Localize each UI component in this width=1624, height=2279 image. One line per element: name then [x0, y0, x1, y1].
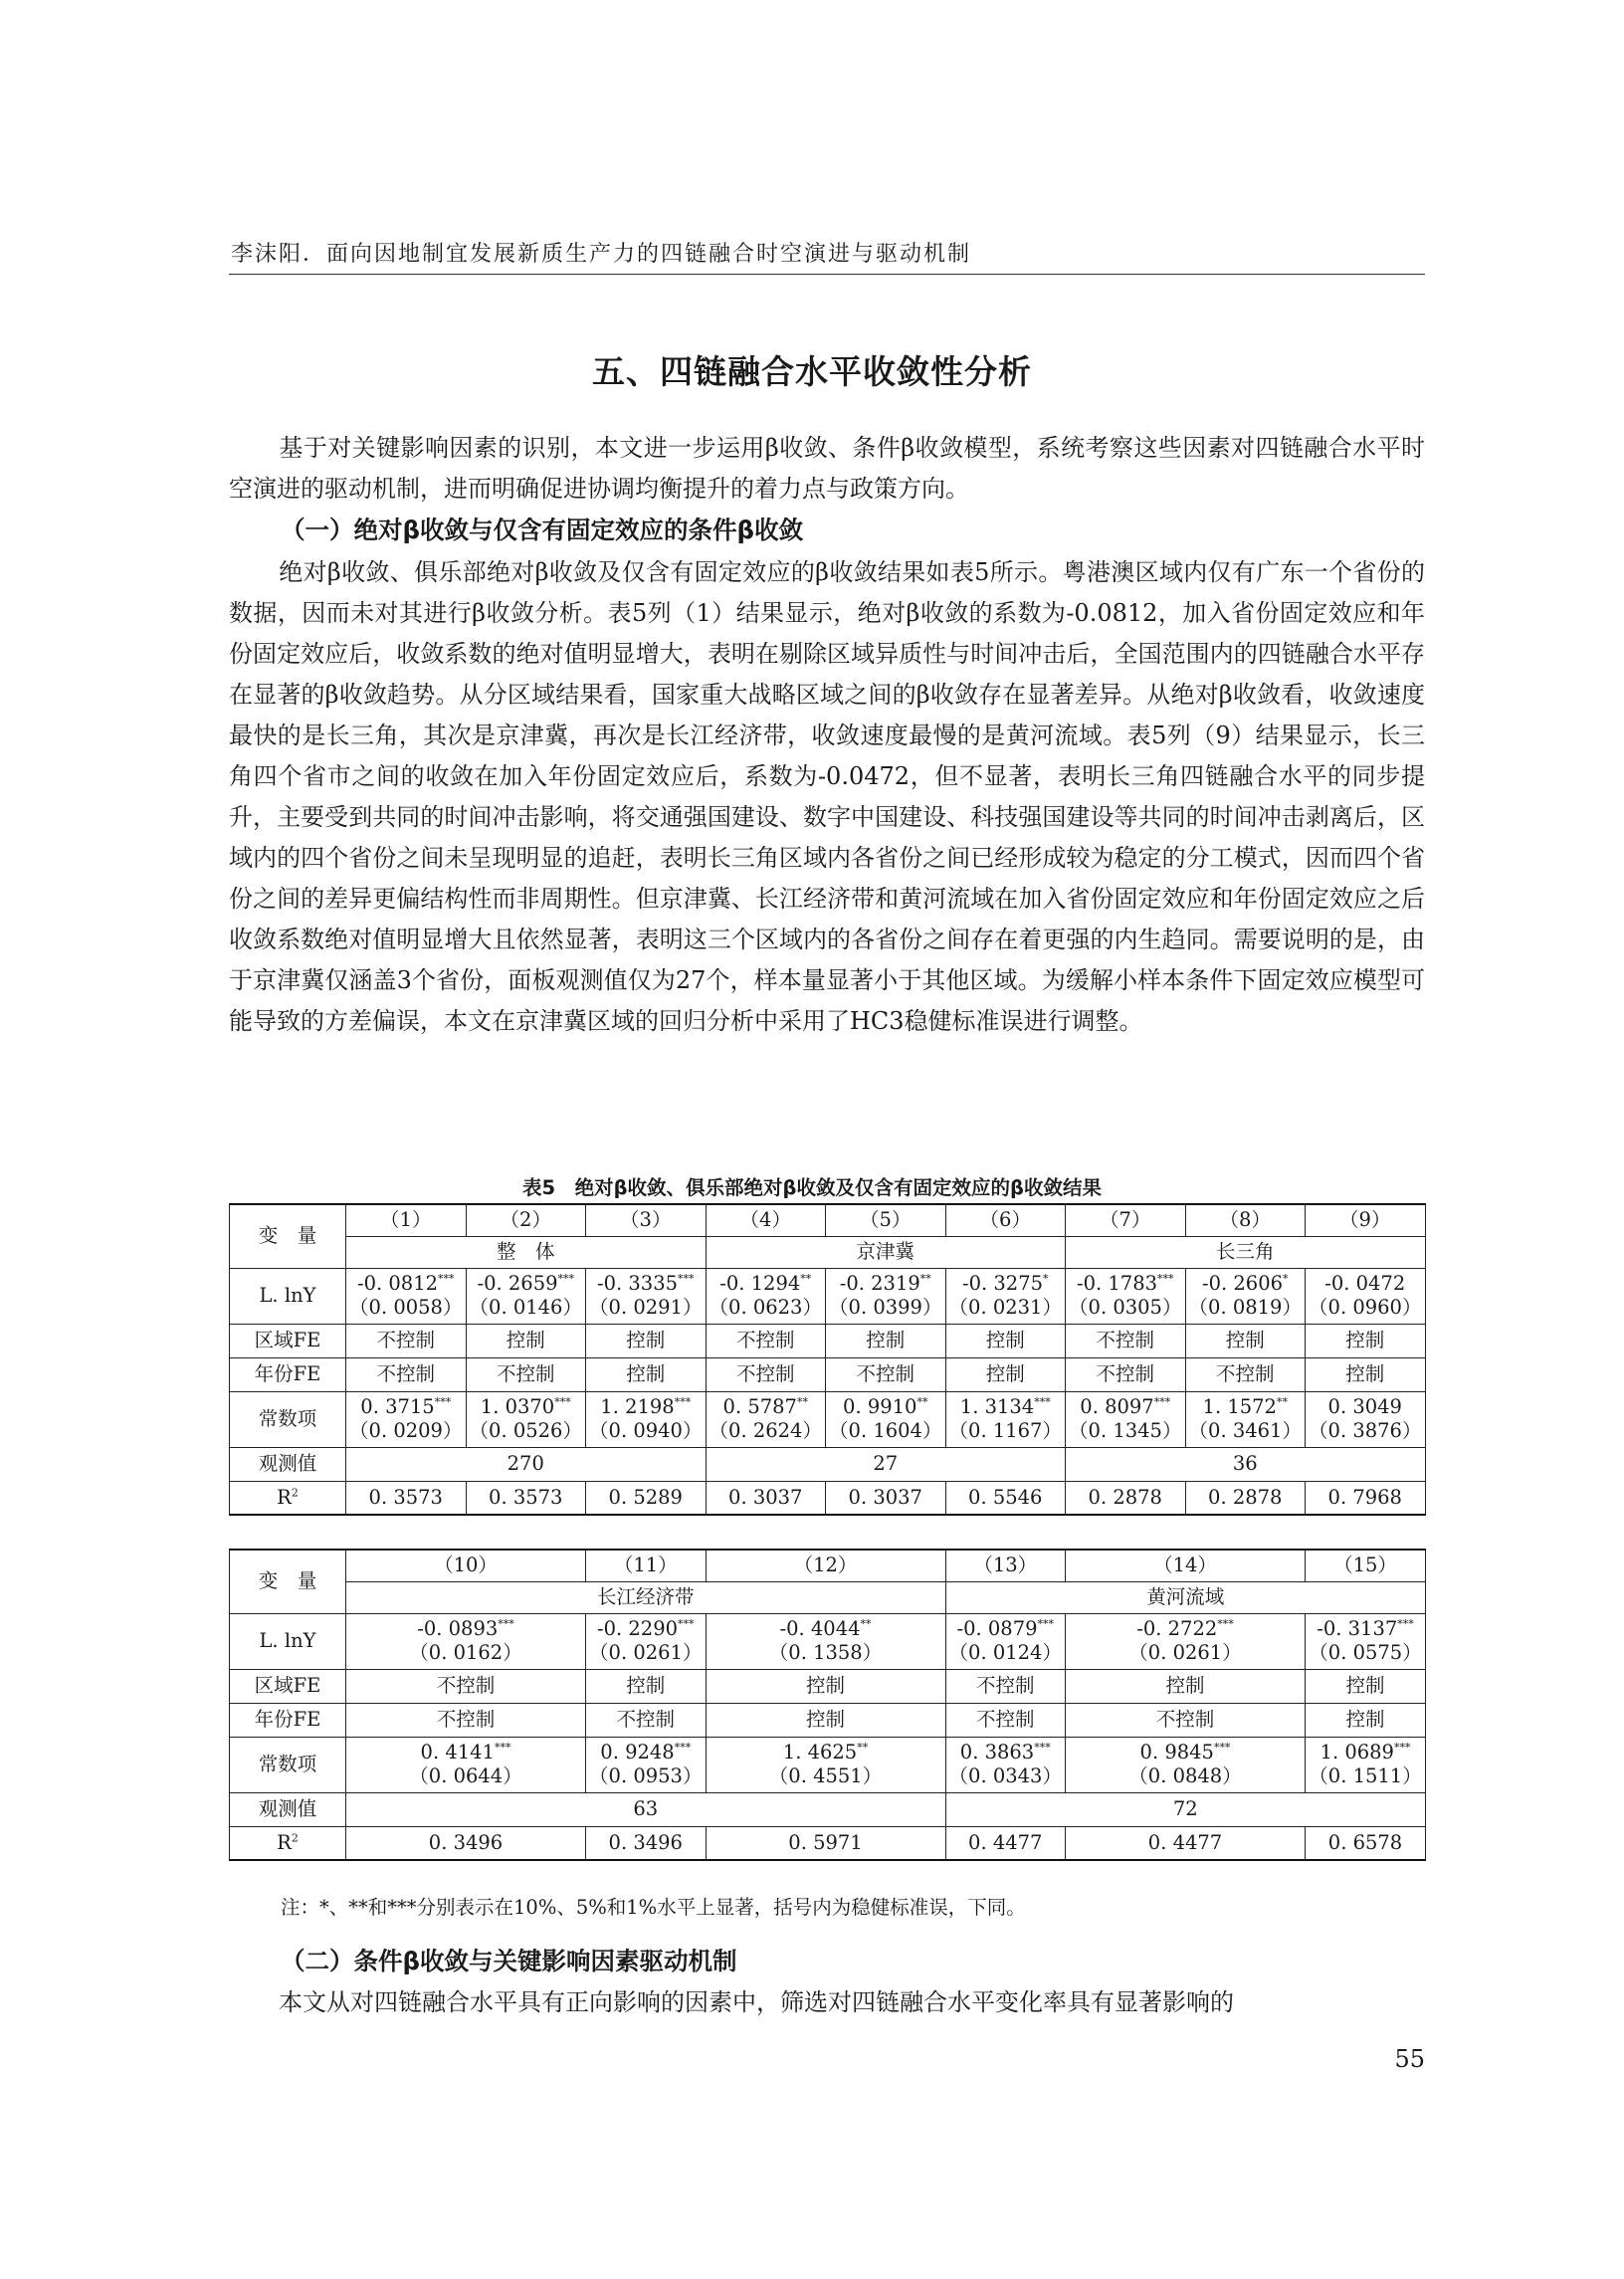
table-cell: 不控制: [706, 1324, 826, 1357]
table-cell: 不控制: [586, 1703, 707, 1737]
group-header: 整 体: [346, 1236, 707, 1268]
coef: -0. 2290: [596, 1617, 679, 1640]
std-error: （0. 0526）: [469, 1419, 582, 1442]
table-row: [230, 1792, 1426, 1826]
table-row: [230, 1613, 1426, 1669]
sig-stars: **: [857, 1741, 869, 1755]
group-header: 京津冀: [706, 1236, 1066, 1268]
coef: -0. 0893: [417, 1617, 499, 1640]
header-rule: [229, 274, 1425, 275]
std-error: （0. 2624）: [709, 1419, 822, 1442]
table-row: [230, 1669, 1426, 1703]
table-cell: [346, 1391, 467, 1447]
table-cell: 控制: [1306, 1669, 1426, 1703]
table-row: [230, 1357, 1426, 1391]
row-label: 观测值: [230, 1792, 346, 1826]
std-error: （0. 0162）: [409, 1641, 522, 1664]
table-cell: 0. 2878: [1066, 1481, 1186, 1515]
std-error: （0. 0261）: [589, 1641, 703, 1664]
sig-stars: **: [860, 1617, 872, 1631]
table-cell: [346, 1268, 467, 1324]
std-error: （0. 0343）: [948, 1764, 1062, 1787]
table-row: [230, 1204, 1426, 1236]
sig-stars: ***: [674, 1395, 692, 1409]
sig-stars: ***: [1397, 1617, 1414, 1631]
row-label: [230, 1826, 346, 1860]
col-header: （7）: [1066, 1204, 1186, 1236]
row-label: [230, 1481, 346, 1515]
section-title: 五、四链融合水平收敛性分析: [592, 352, 1032, 391]
table-cell: [586, 1613, 707, 1669]
table-cell: 控制: [1306, 1703, 1426, 1737]
subsection-heading-1: （一）绝对β收敛与仅含有固定效应的条件β收敛: [281, 516, 804, 544]
std-error: （0. 4551）: [768, 1764, 883, 1787]
table-cell: 控制: [586, 1357, 707, 1391]
row-label: 年份FE: [230, 1357, 346, 1391]
results-table-part1: [229, 1203, 1426, 1516]
sig-stars: ***: [1037, 1617, 1055, 1631]
coef: 0. 4141: [420, 1741, 495, 1763]
paragraph-intro: [229, 428, 1425, 510]
std-error: （0. 0819）: [1188, 1296, 1302, 1319]
table-cell: 不控制: [945, 1703, 1066, 1737]
paragraph-conditional-text: 本文从对四链融合水平具有正向影响的因素中，筛选对四链融合水平变化率具有显著影响的: [279, 1988, 1234, 2016]
coef: -0. 1294: [719, 1272, 801, 1295]
page-number: 55: [1394, 2045, 1425, 2073]
sig-stars: **: [916, 1395, 928, 1409]
table-row: [230, 1737, 1426, 1792]
std-error: （0. 1358）: [768, 1641, 883, 1664]
coef: 0. 9248: [600, 1741, 675, 1763]
std-error: （0. 0960）: [1309, 1296, 1422, 1319]
table-row: [230, 1268, 1426, 1324]
sig-stars: ***: [557, 1272, 575, 1286]
group-header: 长三角: [1066, 1236, 1426, 1268]
std-error: （0. 3461）: [1188, 1419, 1302, 1442]
table-caption: 表5 绝对β收敛、俱乐部绝对β收敛及仅含有固定效应的β收敛结果: [522, 1176, 1102, 1199]
table-cell: [586, 1737, 707, 1792]
table-cell: 0. 3496: [346, 1826, 586, 1860]
table-cell: 0. 3573: [466, 1481, 586, 1515]
sig-stars: **: [800, 1272, 812, 1286]
coef: -0. 2722: [1136, 1617, 1218, 1640]
table-cell: 不控制: [346, 1669, 586, 1703]
table-row: [230, 1826, 1426, 1860]
table-cell: [945, 1391, 1066, 1447]
coef: 1. 4625: [782, 1741, 858, 1763]
table-cell: 36: [1066, 1447, 1426, 1481]
row-label: 观测值: [230, 1447, 346, 1481]
table-cell: [945, 1268, 1066, 1324]
std-error: （0. 0848）: [1128, 1764, 1242, 1787]
coef: 0. 5787: [722, 1395, 797, 1418]
table-cell: 不控制: [1066, 1703, 1306, 1737]
row-label: 常数项: [230, 1737, 346, 1792]
coef: 1. 2198: [600, 1395, 675, 1418]
coef: -0. 2319: [839, 1272, 920, 1295]
table-cell: 不控制: [346, 1357, 467, 1391]
std-error: （0. 1345）: [1069, 1419, 1182, 1442]
table-cell: [945, 1613, 1066, 1669]
r2-label: R: [277, 1485, 292, 1509]
table-cell: 0. 5546: [945, 1481, 1066, 1515]
table-cell: 控制: [586, 1669, 707, 1703]
table-cell: 72: [945, 1792, 1426, 1826]
table-cell: 不控制: [1185, 1357, 1306, 1391]
table-row: [230, 1581, 1426, 1613]
std-error: （0. 0058）: [349, 1296, 463, 1319]
table-cell: [706, 1268, 826, 1324]
coef: -0. 1783: [1076, 1272, 1158, 1295]
std-error: （0. 1167）: [948, 1419, 1062, 1442]
row-label: 年份FE: [230, 1703, 346, 1737]
table-cell: [346, 1737, 586, 1792]
table-cell: [1066, 1268, 1186, 1324]
table-cell: 控制: [1185, 1324, 1306, 1357]
sig-stars: ***: [1157, 1272, 1174, 1286]
col-header: （2）: [466, 1204, 586, 1236]
group-header: 长江经济带: [346, 1581, 946, 1613]
table-cell: 0. 3496: [586, 1826, 707, 1860]
row-label: 常数项: [230, 1391, 346, 1447]
table-cell: 控制: [706, 1669, 945, 1703]
sig-stars: **: [1276, 1395, 1288, 1409]
table-cell: 0. 6578: [1306, 1826, 1426, 1860]
table-cell: [945, 1737, 1066, 1792]
sig-stars: *: [1043, 1272, 1049, 1286]
sig-stars: ***: [498, 1617, 514, 1631]
group-header: 黄河流域: [945, 1581, 1426, 1613]
sig-stars: ***: [1034, 1395, 1051, 1409]
table-cell: 0. 4477: [945, 1826, 1066, 1860]
std-error: （0. 0291）: [589, 1296, 703, 1319]
std-error: （0. 1511）: [1309, 1764, 1422, 1787]
col-header: （11）: [586, 1550, 707, 1581]
sig-stars: ***: [1153, 1395, 1171, 1409]
table-cell: [1306, 1737, 1426, 1792]
paragraph-intro-text: 基于对关键影响因素的识别，本文进一步运用β收敛、条件β收敛模型，系统考察这些因素对四链融合水平时空演进的驱动机制，进而明确促进协调均衡提升的着力点与政策方向。: [229, 434, 1425, 503]
table-cell: 控制: [945, 1324, 1066, 1357]
sig-stars: ***: [494, 1741, 511, 1755]
table-cell: 0. 5289: [586, 1481, 707, 1515]
coef: 0. 3863: [959, 1741, 1035, 1763]
table-cell: 不控制: [1066, 1324, 1186, 1357]
std-error: （0. 0623）: [709, 1296, 822, 1319]
table-cell: 0. 3037: [706, 1481, 826, 1515]
std-error: （0. 0231）: [948, 1296, 1062, 1319]
r2-superscript: 2: [291, 1486, 299, 1500]
table-cell: 控制: [1306, 1324, 1426, 1357]
table-cell: 控制: [1306, 1357, 1426, 1391]
table-cell: 0. 3037: [826, 1481, 946, 1515]
coef: -0. 2606: [1201, 1272, 1284, 1295]
table-note: 注：*、**和***分别表示在10%、5%和1%水平上显著，括号内为稳健标准误，下同。: [281, 1896, 1026, 1919]
table-row: [230, 1236, 1426, 1268]
table-cell: [706, 1737, 945, 1792]
r2-superscript: 2: [291, 1831, 299, 1845]
table-cell: [826, 1268, 946, 1324]
coef: -0. 3137: [1317, 1617, 1398, 1640]
sig-stars: ***: [1217, 1617, 1234, 1631]
table-cell: [586, 1391, 707, 1447]
std-error: （0. 3876）: [1309, 1419, 1422, 1442]
table-cell: 不控制: [945, 1669, 1066, 1703]
subsection-heading-2: （二）条件β收敛与关键影响因素驱动机制: [281, 1947, 737, 1975]
table-cell: 控制: [706, 1703, 945, 1737]
sig-stars: ***: [554, 1395, 571, 1409]
r2-label: R: [277, 1830, 292, 1854]
paragraph-results: [229, 552, 1425, 1042]
col-header: （4）: [706, 1204, 826, 1236]
col-header: （10）: [346, 1550, 586, 1581]
var-header: 变 量: [230, 1550, 346, 1613]
table-cell: [1185, 1268, 1306, 1324]
table-cell: 不控制: [706, 1357, 826, 1391]
coef: -0. 3275: [961, 1272, 1044, 1295]
table-cell: 0. 4477: [1066, 1826, 1306, 1860]
table-cell: [706, 1391, 826, 1447]
sig-stars: **: [796, 1395, 808, 1409]
table-cell: 不控制: [346, 1324, 467, 1357]
std-error: （0. 0940）: [589, 1419, 703, 1442]
table-cell: 27: [706, 1447, 1066, 1481]
row-label: 区域FE: [230, 1669, 346, 1703]
sig-stars: ***: [678, 1617, 695, 1631]
table-cell: [1306, 1268, 1426, 1324]
std-error: （0. 0261）: [1128, 1641, 1242, 1664]
table-cell: [1306, 1613, 1426, 1669]
table-cell: [346, 1613, 586, 1669]
col-header: （6）: [945, 1204, 1066, 1236]
table-cell: 控制: [586, 1324, 707, 1357]
table-cell: 不控制: [346, 1703, 586, 1737]
row-label: L. lnY: [230, 1268, 346, 1324]
table-cell: [466, 1268, 586, 1324]
table-cell: 0. 5971: [706, 1826, 945, 1860]
table-cell: 控制: [1066, 1669, 1306, 1703]
sig-stars: ***: [438, 1272, 455, 1286]
paragraph-results-text: 绝对β收敛、俱乐部绝对β收敛及仅含有固定效应的β收敛结果如表5所示。粤港澳区域内仅有广东一个省份的数据，因而未对其进行β收敛分析。表5列（1）结果显示，绝对β收敛的系数为-0.0812，加入省份固定效应和年份固定效应后，收敛系数的绝对值明显增大，表明在剔除区域异质性与时间冲击后，全国范围内的四链融合水平存在显著的β收敛趋势。从分区域结果看，国家重大战略区域之间的β收敛存在显著差异。从绝对β收敛看，收敛速度最快的是长三角，其次是京津冀，再次是长江经济带，收敛速度最慢的是黄河流域。表5列（9）结果显示，长三角四个省市之间的收敛在加入年份固定效应后，系数为-0.0472，但不显著，表明长三角四链融合水平的同步提升，主要受到共同的时间冲击影响，将交通强国建设、数字中国建设、科技强国建设等共同的时间冲击剥离后，区域内的四个省份之间未呈现明显的追赶，表明长三角区域内各省份之间已经形成较为稳定的分工模式，因而四个省份之间的差异更偏结构性而非周期性。但京津冀、长江经济带和黄河流域在加入省份固定效应和年份固定效应之后收敛系数绝对值明显增大且依然显著，表明这三个区域内的各省份之间存在着更强的内生趋同。需要说明的是，由于京津冀仅涵盖3个省份，面板观测值仅为27个，样本量显著小于其他区域。为缓解小样本条件下固定效应模型可能导致的方差偏误，本文在京津冀区域的回归分析中采用了HC3稳健标准误进行调整。: [229, 558, 1425, 1035]
col-header: （1）: [346, 1204, 467, 1236]
table-cell: 控制: [466, 1324, 586, 1357]
std-error: （0. 0399）: [829, 1296, 942, 1319]
col-header: （9）: [1306, 1204, 1426, 1236]
table-cell: [826, 1391, 946, 1447]
sig-stars: ***: [1213, 1741, 1231, 1755]
coef: 1. 3134: [959, 1395, 1035, 1418]
coef: 0. 9910: [843, 1395, 917, 1418]
sig-stars: ***: [434, 1395, 452, 1409]
sig-stars: ***: [1393, 1741, 1411, 1755]
table-cell: 270: [346, 1447, 707, 1481]
coef: 0. 3049: [1327, 1395, 1402, 1418]
std-error: （0. 0575）: [1309, 1641, 1422, 1664]
table-cell: 控制: [945, 1357, 1066, 1391]
col-header: （8）: [1185, 1204, 1306, 1236]
table-cell: 不控制: [826, 1357, 946, 1391]
std-error: （0. 0209）: [349, 1419, 463, 1442]
sig-stars: ***: [678, 1272, 695, 1286]
table-row: [230, 1550, 1426, 1581]
coef: -0. 0812: [356, 1272, 439, 1295]
coef: 1. 0370: [480, 1395, 555, 1418]
row-label: L. lnY: [230, 1613, 346, 1669]
table-cell: 63: [346, 1792, 946, 1826]
row-label: 区域FE: [230, 1324, 346, 1357]
table-cell: 控制: [826, 1324, 946, 1357]
table-cell: [706, 1613, 945, 1669]
table-cell: [1066, 1391, 1186, 1447]
std-error: （0. 0124）: [948, 1641, 1062, 1664]
sig-stars: ***: [1034, 1741, 1051, 1755]
table-cell: [586, 1268, 707, 1324]
running-header: 李沫阳．面向因地制宜发展新质生产力的四链融合时空演进与驱动机制: [231, 242, 972, 267]
col-header: （13）: [945, 1550, 1066, 1581]
sig-stars: *: [1283, 1272, 1289, 1286]
results-table-part2: [229, 1549, 1426, 1861]
table-cell: 不控制: [1066, 1357, 1186, 1391]
coef: -0. 0879: [956, 1617, 1038, 1640]
coef: -0. 0472: [1324, 1272, 1406, 1295]
coef: -0. 2659: [477, 1272, 558, 1295]
table-row: [230, 1324, 1426, 1357]
coef: 0. 3715: [360, 1395, 435, 1418]
table-cell: 0. 3573: [346, 1481, 467, 1515]
table-row: [230, 1447, 1426, 1481]
table-cell: 0. 2878: [1185, 1481, 1306, 1515]
table-cell: [466, 1391, 586, 1447]
table-cell: [1306, 1391, 1426, 1447]
table-cell: [1066, 1613, 1306, 1669]
table-cell: 不控制: [466, 1357, 586, 1391]
table-cell: [1185, 1391, 1306, 1447]
coef: 0. 8097: [1080, 1395, 1154, 1418]
coef: 1. 1572: [1202, 1395, 1277, 1418]
table-row: [230, 1481, 1426, 1515]
col-header: （3）: [586, 1204, 707, 1236]
std-error: （0. 0953）: [589, 1764, 703, 1787]
coef: 1. 0689: [1320, 1741, 1394, 1763]
coef: -0. 4044: [779, 1617, 861, 1640]
table-row: [230, 1391, 1426, 1447]
std-error: （0. 0305）: [1069, 1296, 1182, 1319]
col-header: （12）: [706, 1550, 945, 1581]
std-error: （0. 1604）: [829, 1419, 942, 1442]
col-header: （15）: [1306, 1550, 1426, 1581]
var-header: 变 量: [230, 1204, 346, 1268]
std-error: （0. 0146）: [469, 1296, 582, 1319]
table-row: [230, 1703, 1426, 1737]
coef: -0. 3335: [596, 1272, 679, 1295]
sig-stars: ***: [674, 1741, 692, 1755]
coef: 0. 9845: [1139, 1741, 1214, 1763]
col-header: （14）: [1066, 1550, 1306, 1581]
paragraph-conditional: [229, 1982, 1425, 2023]
sig-stars: **: [919, 1272, 931, 1286]
table-cell: [1066, 1737, 1306, 1792]
table-cell: 0. 7968: [1306, 1481, 1426, 1515]
std-error: （0. 0644）: [409, 1764, 522, 1787]
col-header: （5）: [826, 1204, 946, 1236]
